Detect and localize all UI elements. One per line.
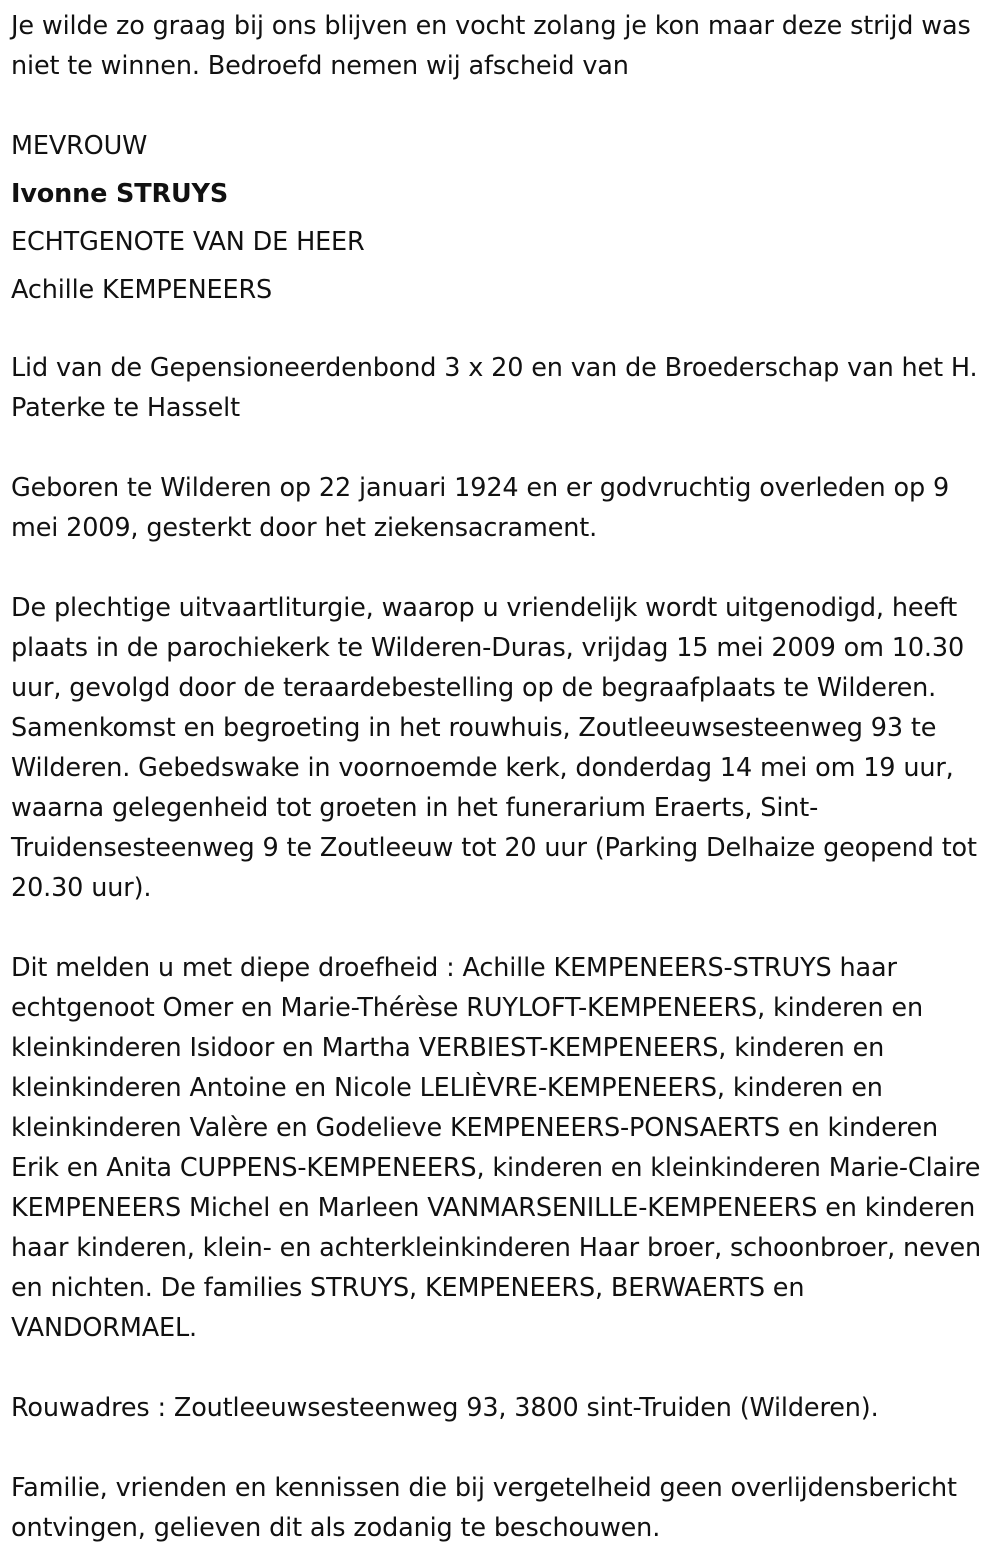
- spacer: [11, 86, 991, 126]
- deceased-title: MEVROUW: [11, 131, 148, 161]
- membership-paragraph: Lid van de Gepensioneerdenbond 3 x 20 en van de Broederschap van het H. Paterke te Hasselt: [11, 353, 978, 423]
- spacer: [11, 1428, 991, 1468]
- funeral-paragraph: De plechtige uitvaartliturgie, waarop u vriendelijk wordt uitgenodigd, heeft plaats in de parochiekerk te Wilderen-Duras, vrijdag 15 mei 2009 om 10.30 uur, gevolgd door de teraardebestelling op de begraafplaats te Wilderen. Samenkomst en begroeting in het rouwhuis, Zoutleeuwsesteenweg 93 te Wilderen. Gebedswake in voornoemde kerk, donderdag 14 mei om 19 uur, waarna gelegenheid tot groeten in het funerarium Eraerts, Sint-Truidensesteenweg 9 te Zoutleeuw tot 20 uur (Parking Delhaize geopend tot 20.30 uur).: [11, 593, 977, 903]
- spacer: [11, 908, 991, 948]
- deceased-name: Ivonne STRUYS: [11, 179, 229, 209]
- birth-death-paragraph: Geboren te Wilderen op 22 januari 1924 en er godvruchtig overleden op 9 mei 2009, gesterkt door het ziekensacrament.: [11, 473, 950, 543]
- closing-paragraph: Familie, vrienden en kennissen die bij vergetelheid geen overlijdensbericht ontvingen, gelieven dit als zodanig te beschouwen.: [11, 1473, 957, 1543]
- intro-paragraph: Je wilde zo graag bij ons blijven en vocht zolang je kon maar deze strijd was niet te winnen. Bedroefd nemen wij afscheid van: [11, 11, 971, 81]
- family-paragraph: Dit melden u met diepe droefheid : Achille KEMPENEERS-STRUYS haar echtgenoot Omer en Marie-Thérèse RUYLOFT-KEMPENEERS, kinderen en kleinkinderen Isidoor en Martha VERBIEST-KEMPENEERS, kinderen en kleinkinderen Antoine en Nicole LELIÈVRE-KEMPENEERS, kinderen en kleinkinderen Valère en Godelieve KEMPENEERS-PONSAERTS en kinderen Erik en Anita CUPPENS-KEMPENEERS, kinderen en kleinkinderen Marie-Claire KEMPENEERS Michel en Marleen VANMARSENILLE-KEMPENEERS en kinderen haar kinderen, klein- en achterkleinkinderen Haar broer, schoonbroer, neven en nichten. De families STRUYS, KEMPENEERS, BERWAERTS en VANDORMAEL.: [11, 953, 982, 1343]
- address-paragraph: Rouwadres : Zoutleeuwsesteenweg 93, 3800 sint-Truiden (Wilderen).: [11, 1393, 879, 1423]
- spacer: [11, 428, 991, 468]
- spacer: [11, 548, 991, 588]
- spacer: [11, 314, 991, 348]
- spouse-name: Achille KEMPENEERS: [11, 275, 273, 305]
- deceased-relation: ECHTGENOTE VAN DE HEER: [11, 227, 365, 257]
- deceased-block: [11, 122, 991, 314]
- obituary-notice: [11, 6, 991, 1548]
- spacer: [11, 1348, 991, 1388]
